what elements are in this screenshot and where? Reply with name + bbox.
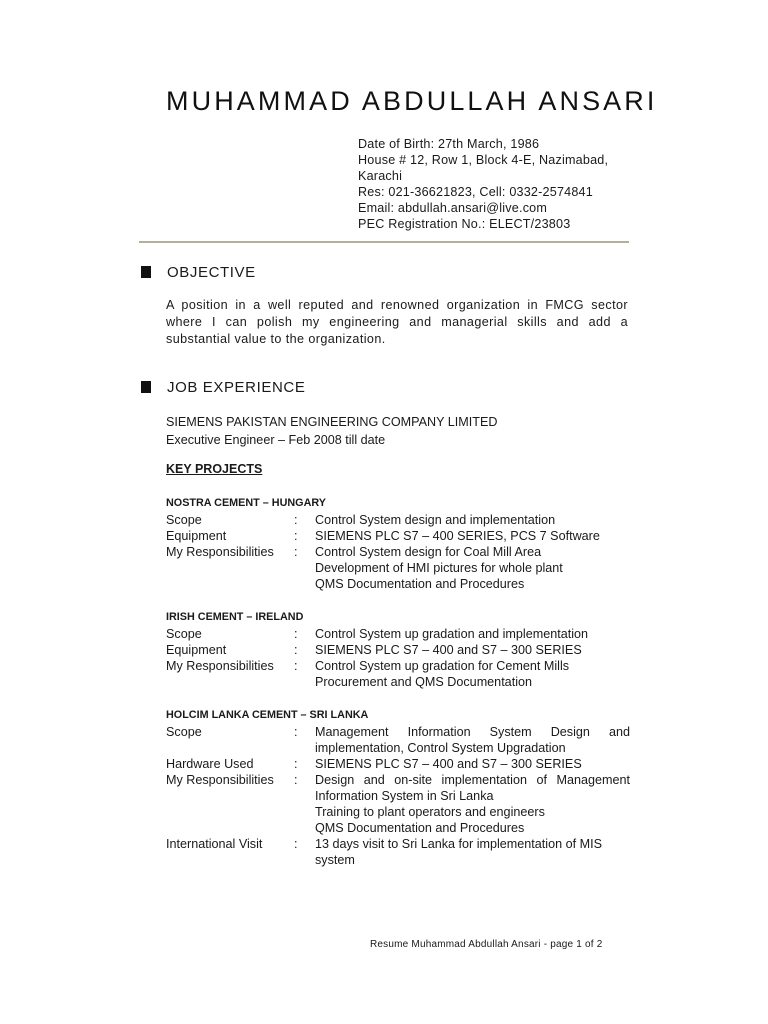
row-value-line: 13 days visit to Sri Lanka for implementation of MIS system — [315, 837, 602, 867]
colon-separator: : — [294, 545, 298, 559]
row-value-line: SIEMENS PLC S7 – 400 and S7 – 300 SERIES — [315, 757, 582, 771]
date-of-birth: Date of Birth: 27th March, 1986 — [358, 137, 540, 151]
project-title: HOLCIM LANKA CEMENT – SRI LANKA — [166, 709, 369, 721]
project-row — [166, 724, 630, 756]
colon-separator: : — [294, 643, 298, 657]
row-value-line: SIEMENS PLC S7 – 400 SERIES, PCS 7 Software — [315, 529, 600, 543]
colon-separator: : — [294, 773, 298, 787]
project-row — [166, 756, 630, 772]
row-value-line: Management Information System Design and implementation, Control System Upgradation — [315, 725, 630, 755]
project-title: IRISH CEMENT – IRELAND — [166, 611, 304, 623]
experience-heading-text: JOB EXPERIENCE — [167, 379, 306, 396]
row-value-line: Control System up gradation for Cement Mills — [315, 659, 570, 673]
objective-heading-text: OBJECTIVE — [167, 264, 256, 281]
colon-separator: : — [294, 529, 298, 543]
experience-heading — [141, 379, 305, 396]
row-value — [315, 772, 630, 836]
row-value-line: Control System up gradation and implementation — [315, 627, 589, 641]
objective-text: A position in a well reputed and renowned organization in FMCG sector where I can polish my engineering and managerial skills and add a substantial value to the organization. — [166, 298, 628, 346]
colon-separator: : — [294, 757, 298, 771]
phone-numbers: Res: 021-36621823, Cell: 0332-2574841 — [358, 185, 593, 199]
square-bullet-icon — [141, 266, 151, 278]
row-value-line: QMS Documentation and Procedures — [315, 577, 525, 591]
colon-separator: : — [294, 659, 298, 673]
row-value — [315, 626, 630, 642]
project-row — [166, 658, 630, 690]
colon-separator: : — [294, 627, 298, 641]
row-label: Scope — [166, 725, 202, 739]
row-label: My Responsibilities — [166, 773, 274, 787]
project-row — [166, 512, 630, 528]
row-value — [315, 756, 630, 772]
address-line-2: Karachi — [358, 169, 403, 183]
contact-block — [358, 136, 608, 232]
project-row — [166, 836, 630, 868]
row-value-line: SIEMENS PLC S7 – 400 and S7 – 300 SERIES — [315, 643, 582, 657]
row-value — [315, 658, 630, 690]
square-bullet-icon — [141, 381, 151, 393]
row-value — [315, 544, 630, 592]
row-value-line: Control System design for Coal Mill Area — [315, 545, 542, 559]
email: Email: abdullah.ansari@live.com — [358, 201, 548, 215]
row-value — [315, 528, 630, 544]
project-holcim-lanka — [166, 707, 630, 868]
row-value-line: Control System design and implementation — [315, 513, 556, 527]
row-value — [315, 642, 630, 658]
row-value — [315, 512, 630, 528]
project-row — [166, 772, 630, 836]
position-title: Executive Engineer – Feb 2008 till date — [166, 433, 386, 447]
project-row — [166, 626, 630, 642]
key-projects-heading: KEY PROJECTS — [166, 462, 263, 476]
row-value-line: Procurement and QMS Documentation — [315, 675, 532, 689]
project-title: NOSTRA CEMENT – HUNGARY — [166, 497, 326, 509]
company-name: SIEMENS PAKISTAN ENGINEERING COMPANY LIMITED — [166, 415, 498, 429]
pec-registration: PEC Registration No.: ELECT/23803 — [358, 217, 571, 231]
row-label: Equipment — [166, 643, 227, 657]
row-value-line: Development of HMI pictures for whole plant — [315, 561, 563, 575]
project-row — [166, 642, 630, 658]
row-value — [315, 724, 630, 756]
row-label: Hardware Used — [166, 757, 254, 771]
row-label: My Responsibilities — [166, 545, 274, 559]
row-label: Scope — [166, 627, 202, 641]
row-value — [315, 836, 630, 868]
page-footer: Resume Muhammad Abdullah Ansari - page 1 of 2 — [370, 939, 603, 950]
project-irish-cement — [166, 609, 630, 690]
colon-separator: : — [294, 837, 298, 851]
project-nostra-cement — [166, 495, 630, 592]
colon-separator: : — [294, 513, 298, 527]
employer-block — [166, 413, 497, 449]
row-value-line: Training to plant operators and engineers — [315, 805, 545, 819]
row-value-line: QMS Documentation and Procedures — [315, 821, 525, 835]
address-line-1: House # 12, Row 1, Block 4-E, Nazimabad, — [358, 153, 609, 167]
row-value-line: Design and on-site implementation of Management Information System in Sri Lanka — [315, 773, 630, 803]
objective-heading — [141, 264, 256, 281]
project-row — [166, 544, 630, 592]
colon-separator: : — [294, 725, 298, 739]
header-divider — [139, 241, 629, 243]
row-label: My Responsibilities — [166, 659, 274, 673]
row-label: Scope — [166, 513, 202, 527]
project-row — [166, 528, 630, 544]
row-label: Equipment — [166, 529, 227, 543]
row-label: International Visit — [166, 837, 263, 851]
candidate-name: MUHAMMAD ABDULLAH ANSARI — [166, 86, 658, 116]
